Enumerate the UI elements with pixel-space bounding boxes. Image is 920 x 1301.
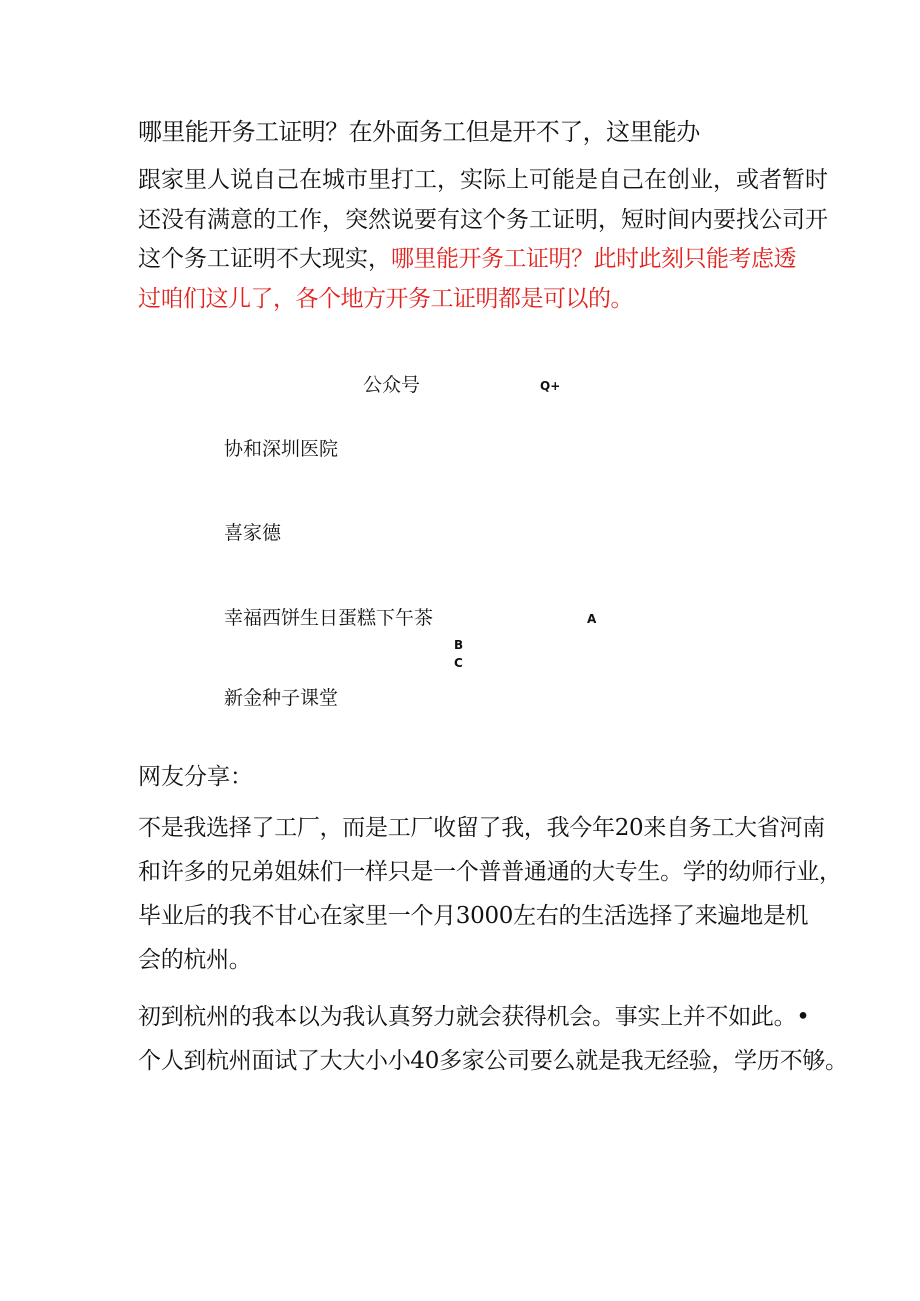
story-line: 个人到杭州面试了大大小小40多家公司要么就是我无经验，学历不够。 (138, 1048, 848, 1074)
page-title: 哪里能开务工证明？在外面务工但是开不了，这里能办 (138, 118, 700, 146)
intro-line: 跟家里人说自己在城市里打工，实际上可能是自己在创业，或者暂时 (138, 167, 828, 193)
story-line: 不是我选择了工厂，而是工厂收留了我，我今年20来自务工大省河南 (138, 815, 825, 841)
story-line: 毕业后的我不甘心在家里一个月3000左右的生活选择了来遍地是机 (138, 903, 809, 929)
account-item-xinjin[interactable]: 新金种子课堂 (224, 687, 339, 709)
story-line: 会的杭州。 (138, 947, 252, 973)
intro-line-text: 这个务工证明不大现实， (138, 246, 391, 272)
intro-paragraph (138, 161, 828, 319)
share-paragraph-2 (138, 995, 848, 1083)
account-item-xingfu[interactable]: 幸福西饼生日蛋糕下午茶 (224, 607, 434, 629)
index-letter-c[interactable]: C (454, 656, 463, 670)
intro-line (138, 240, 798, 280)
account-item-xiehe[interactable]: 协和深圳医院 (224, 438, 339, 460)
story-line: 初到杭州的我本以为我认真努力就会获得机会。事实上并不如此。• (138, 1004, 810, 1030)
official-account-label: 公众号 (363, 374, 421, 396)
share-heading: 网友分享： (138, 764, 253, 790)
index-letter-a[interactable]: A (587, 612, 597, 626)
index-letter-b[interactable]: B (454, 638, 464, 652)
intro-line: 还没有满意的工作，突然说要有这个务工证明，短时间内要找公司开 (138, 206, 828, 233)
story-line: 和许多的兄弟姐妹们一样只是一个普普通通的大专生。学的幼师行业， (138, 859, 842, 885)
account-item-xijiade[interactable]: 喜家德 (224, 522, 282, 544)
highlight-text: 哪里能开务工证明？此时此刻只能考虑透 (391, 246, 796, 272)
highlight-line: 过咱们这儿了，各个地方开务工证明都是可以的。 (138, 285, 633, 312)
search-add-icon[interactable]: Q+ (540, 379, 561, 393)
share-paragraph-1 (138, 806, 842, 982)
